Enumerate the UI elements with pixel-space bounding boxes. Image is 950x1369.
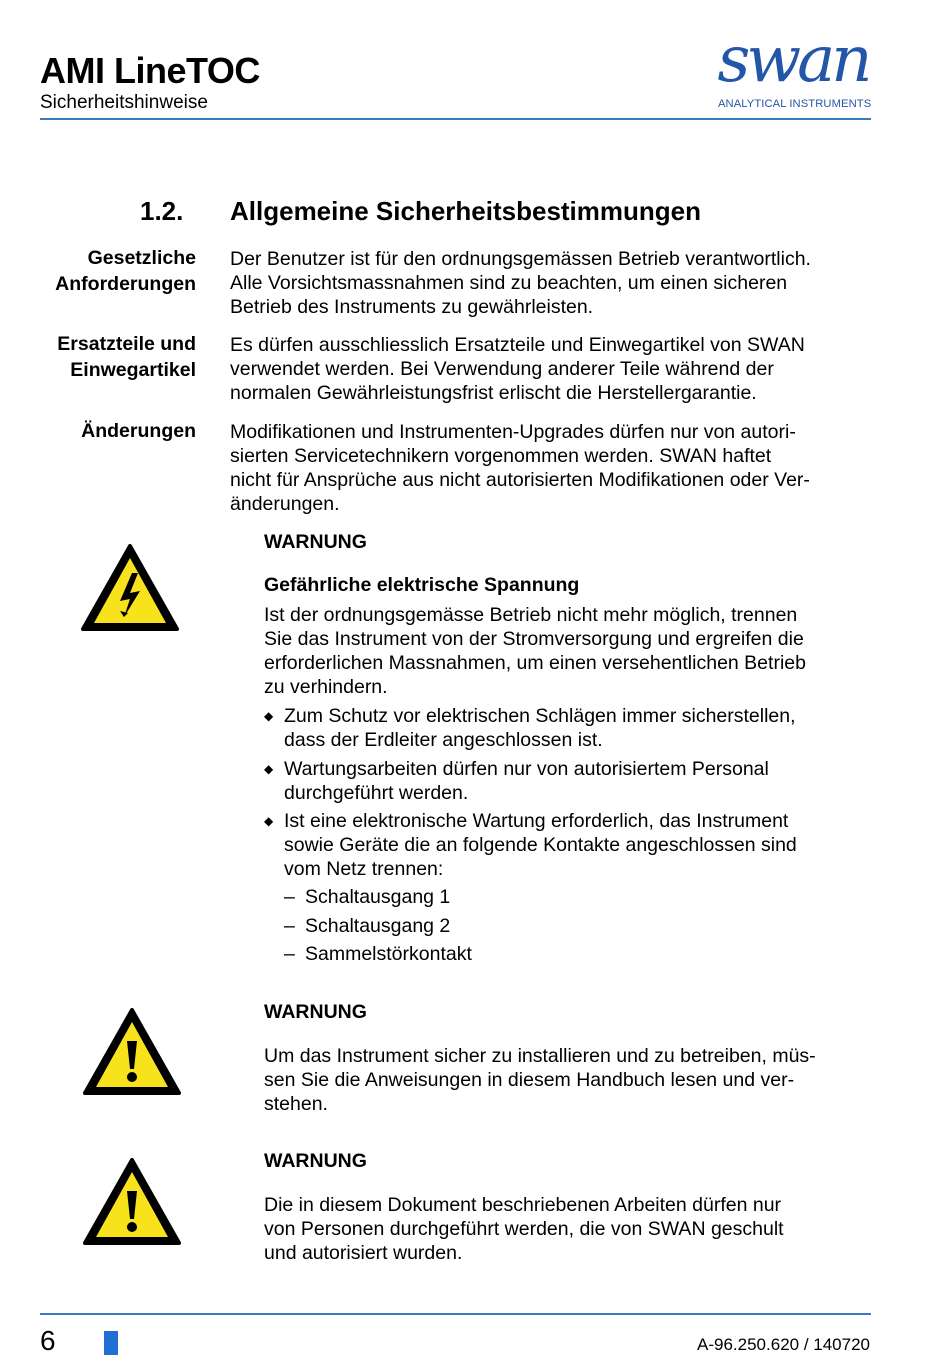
paragraph-line: Alle Vorsichtsmassnahmen sind zu beachten, um einen sicheren xyxy=(230,272,788,294)
side-heading-spare-parts xyxy=(57,331,196,383)
side-heading-line: Einwegartikel xyxy=(70,359,196,381)
bullet-line: Ist eine elektronische Wartung erforderlich, das Instrument xyxy=(284,810,789,832)
sub-item-label: Schaltausgang 1 xyxy=(305,886,451,908)
bullet-line: vom Netz trennen: xyxy=(284,858,444,880)
document-title: AMI LineTOC xyxy=(40,50,260,91)
warning-line: stehen. xyxy=(264,1093,328,1115)
document-subtitle: Sicherheitshinweise xyxy=(40,92,208,113)
sub-item-label: Schaltausgang 2 xyxy=(305,915,451,937)
warning-line: Um das Instrument sicher zu installieren und zu betreiben, müs- xyxy=(264,1045,816,1067)
bullet-diamond-icon: ◆ xyxy=(264,814,274,828)
sub-item: – Sammelstörkontakt xyxy=(284,943,472,965)
warning-line: Sie das Instrument von der Stromversorgung und ergreifen die xyxy=(264,628,804,650)
side-heading-line: Änderungen xyxy=(81,420,196,442)
document-id: A-96.250.620 / 140720 xyxy=(697,1335,870,1354)
bullet-item xyxy=(264,809,884,881)
logo-wordmark: swan xyxy=(717,23,869,97)
warning-line: Die in diesem Dokument beschriebenen Arbeiten dürfen nur xyxy=(264,1194,782,1216)
side-heading-line: Anforderungen xyxy=(55,273,196,295)
paragraph-changes xyxy=(230,420,880,516)
paragraph-line: Betrieb des Instruments zu gewährleisten. xyxy=(230,296,594,318)
paragraph-line: änderungen. xyxy=(230,493,340,515)
side-heading-changes xyxy=(81,418,196,444)
paragraph-line: Es dürfen ausschliesslich Ersatzteile und Einwegartikel von SWAN xyxy=(230,334,805,356)
bullet-diamond-icon: ◆ xyxy=(264,762,274,776)
paragraph-line: sierten Servicetechnikern vorgenommen werden. SWAN haftet xyxy=(230,445,772,467)
general-warning-icon xyxy=(82,1007,182,1097)
sub-item: – Schaltausgang 2 xyxy=(284,915,451,937)
page-marker xyxy=(104,1331,118,1355)
bullet-item xyxy=(264,757,884,805)
side-heading-legal-requirements xyxy=(55,245,196,297)
warning-line: zu verhindern. xyxy=(264,676,388,698)
warning-text xyxy=(264,603,884,699)
sub-item-label: Sammelstörkontakt xyxy=(305,943,472,965)
paragraph-line: Der Benutzer ist für den ordnungsgemässen Betrieb verantwortlich. xyxy=(230,248,811,270)
warning-line: erforderlichen Massnahmen, um einen versehentlichen Betrieb xyxy=(264,652,806,674)
paragraph-line: verwendet werden. Bei Verwendung anderer Teile während der xyxy=(230,358,774,380)
swan-logo xyxy=(712,23,874,112)
paragraph-line: normalen Gewährleistungsfrist erlischt die Herstellergarantie. xyxy=(230,382,757,404)
section-number: 1.2. xyxy=(140,196,184,226)
warning-line: von Personen durchgeführt werden, die von SWAN geschult xyxy=(264,1218,784,1240)
side-heading-line: Gesetzliche xyxy=(87,247,196,269)
paragraph-line: Modifikationen und Instrumenten-Upgrades dürfen nur von autori- xyxy=(230,421,796,443)
bullet-line: dass der Erdleiter angeschlossen ist. xyxy=(284,729,603,751)
general-warning-icon xyxy=(82,1157,182,1247)
warning-title: WARNUNG xyxy=(264,1150,367,1172)
header-divider xyxy=(40,118,871,120)
sub-item: – Schaltausgang 1 xyxy=(284,886,451,908)
page-number: 6 xyxy=(40,1325,56,1356)
warning-line: und autorisiert wurden. xyxy=(264,1242,463,1264)
warning-line: sen Sie die Anweisungen in diesem Handbuch lesen und ver- xyxy=(264,1069,795,1091)
warning-subtitle: Gefährliche elektrische Spannung xyxy=(264,574,580,596)
section-title: Allgemeine Sicherheitsbestimmungen xyxy=(230,196,702,226)
paragraph-line: nicht für Ansprüche aus nicht autorisierten Modifikationen oder Ver- xyxy=(230,469,810,491)
logo-tagline: ANALYTICAL INSTRUMENTS xyxy=(718,98,872,110)
warning-title: WARNUNG xyxy=(264,531,367,553)
bullet-line: Zum Schutz vor elektrischen Schlägen immer sicherstellen, xyxy=(284,705,796,727)
paragraph-legal-requirements xyxy=(230,247,880,319)
warning-text xyxy=(264,1193,884,1265)
bullet-line: durchgeführt werden. xyxy=(284,782,469,804)
bullet-line: sowie Geräte die an folgende Kontakte angeschlossen sind xyxy=(284,834,797,856)
side-heading-line: Ersatzteile und xyxy=(57,333,196,355)
warning-line: Ist der ordnungsgemässe Betrieb nicht mehr möglich, trennen xyxy=(264,604,798,626)
warning-title: WARNUNG xyxy=(264,1001,367,1023)
footer-divider xyxy=(40,1313,871,1315)
warning-text xyxy=(264,1044,884,1116)
bullet-item xyxy=(264,704,884,752)
paragraph-spare-parts xyxy=(230,333,880,405)
bullet-diamond-icon: ◆ xyxy=(264,709,274,723)
electric-hazard-icon xyxy=(80,543,180,633)
bullet-line: Wartungsarbeiten dürfen nur von autorisiertem Personal xyxy=(284,758,769,780)
